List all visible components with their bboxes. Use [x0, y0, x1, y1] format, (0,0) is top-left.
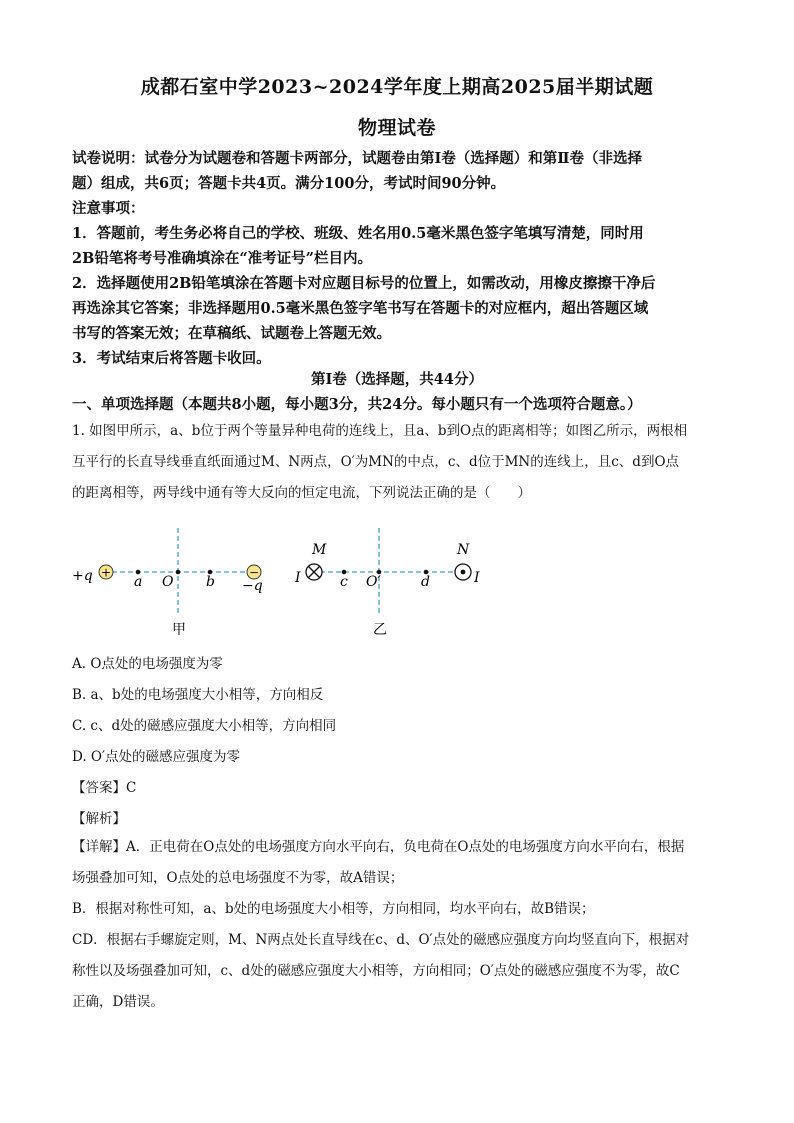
question-line: 1. 如图甲所示，a、b位于两个等量异种电荷的连线上，且a、b到O点的距离相等；如图乙所示，两根相: [72, 423, 688, 439]
point-o-label: O: [162, 574, 174, 590]
point-d-label: d: [421, 574, 430, 590]
instruction-line: 试卷说明：试卷分为试题卷和答题卡两部分，试题卷由第Ⅰ卷（选择题）和第Ⅱ卷（非选择: [72, 150, 642, 167]
analysis-line: 【详解】A．正电荷在O点处的电场强度方向水平向右，负电荷在O点处的电场强度方向水平向右，根据: [72, 839, 685, 855]
instruction-line: 再选涂其它答案；非选择题用0.5毫米黑色签字笔书写在答题卡的对应框内，超出答题区域: [72, 300, 649, 317]
figure-jia: [66, 522, 286, 642]
analysis-line: CD．根据右手螺旋定则，M、N两点处长直导线在c、d、O′点处的磁感应强度方向均竖直向下，根据对: [72, 932, 690, 948]
instruction-line: 书写的答案无效；在草稿纸、试题卷上答题无效。: [72, 325, 391, 342]
point-o-prime-label: O′: [366, 574, 381, 590]
label-m: M: [312, 542, 327, 558]
point-c-label: c: [340, 574, 348, 590]
instruction-line: 1．答题前，考生务必将自己的学校、班级、姓名用0.5毫米黑色签字笔填写清楚，同时用: [72, 225, 644, 242]
option-a: A. O点处的电场强度为零: [72, 656, 223, 672]
plus-sign: +: [100, 565, 112, 580]
point-b-label: b: [206, 574, 215, 590]
instruction-line: 3．考试结束后将答题卡收回。: [72, 350, 271, 367]
minus-charge-label: −q: [242, 578, 263, 594]
instruction-line: 2．选择题使用2B铅笔填涂在答题卡对应题目标号的位置上，如需改动，用橡皮擦擦干净后: [72, 275, 656, 292]
answer-label: 【答案】C: [72, 780, 137, 796]
question-line: 互平行的长直导线垂直纸面通过M、N两点，O′为MN的中点，c、d位于MN的连线上，且c、d到O点: [72, 454, 680, 470]
figure-yi: [290, 522, 500, 642]
instruction-line: 题）组成，共6页；答题卡共4页。满分100分，考试时间90分钟。: [72, 175, 506, 192]
question-stem: [72, 416, 724, 509]
exam-title: 成都石室中学2023~2024学年度上期高2025届半期试题: [140, 76, 654, 98]
analysis-line: B．根据对称性可知，a、b处的电场强度大小相等，方向相同，均水平向右，故B错误；: [72, 901, 595, 917]
point-o-dot: [176, 570, 181, 575]
section-heading: 第Ⅰ卷（选择题，共44分）: [311, 371, 483, 388]
current-right-label: I: [474, 570, 480, 586]
instruction-line: 2B铅笔将考号准确填涂在“准考证号”栏目内。: [72, 250, 373, 267]
exam-subtitle: 物理试卷: [357, 117, 436, 139]
option-b: B. a、b处的电场强度大小相等，方向相反: [72, 687, 324, 703]
analysis-block: [72, 832, 724, 1018]
minus-sign: −: [248, 565, 260, 580]
option-d: D. O′点处的磁感应强度为零: [72, 749, 241, 765]
figure-yi-caption: 乙: [373, 622, 387, 638]
option-c: C. c、d处的磁感应强度大小相等，方向相同: [72, 718, 337, 734]
figure-jia-caption: 甲: [172, 622, 186, 638]
plus-charge-label: +q: [72, 568, 93, 584]
label-n: N: [457, 542, 470, 558]
current-left-label: I: [295, 570, 301, 586]
analysis-line: 称性以及场强叠加可知，c、d处的磁感应强度大小相等，方向相同；O′点处的磁感应强度不为零，故C: [72, 963, 680, 979]
analysis-line: 正确，D错误。: [72, 994, 164, 1010]
analysis-line: 场强叠加可知，O点处的总电场强度不为零，故A错误；: [72, 870, 404, 886]
analysis-label: 【解析】: [72, 811, 126, 827]
part-heading: 一、单项选择题（本题共8小题，每小题3分，共24分。每小题只有一个选项符合题意。）: [72, 396, 642, 413]
point-a-label: a: [134, 574, 143, 590]
instructions-block: [72, 146, 722, 371]
instruction-line: 注意事项：: [72, 200, 145, 217]
question-line: 的距离相等，两导线中通有等大反向的恒定电流，下列说法正确的是（ ）: [72, 485, 531, 501]
